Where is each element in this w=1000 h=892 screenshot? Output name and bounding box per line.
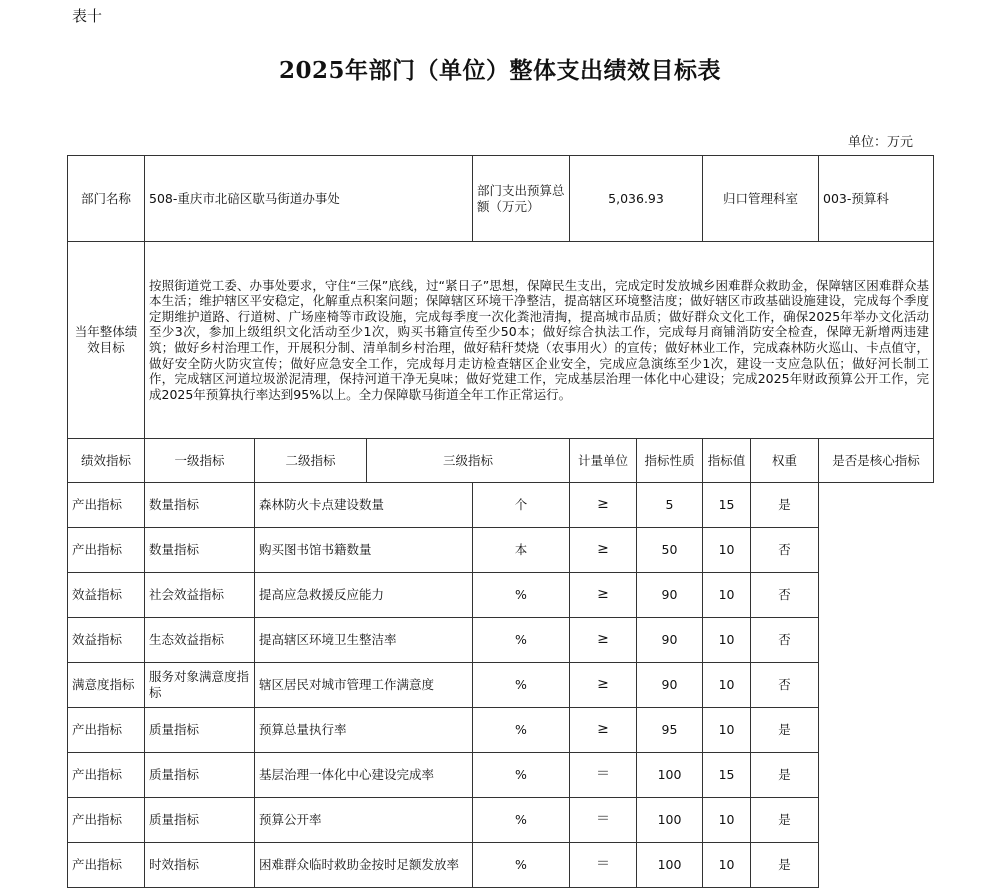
goal-label: 当年整体绩效目标 (68, 242, 145, 439)
cell-weight: 10 (703, 663, 751, 708)
cell-core: 是 (751, 798, 819, 843)
cell-nature: ≥ (570, 663, 637, 708)
dept-info-row (68, 156, 934, 242)
table-row (68, 483, 934, 528)
table-row (68, 528, 934, 573)
cell-weight: 10 (703, 708, 751, 753)
cell-value: 100 (637, 753, 703, 798)
cell-value: 90 (637, 618, 703, 663)
cell-level1: 产出指标 (68, 843, 145, 888)
cell-unit: % (473, 753, 570, 798)
dept-name-label: 部门名称 (68, 156, 145, 242)
cell-unit: % (473, 708, 570, 753)
cell-value: 100 (637, 798, 703, 843)
header-level1: 一级指标 (145, 439, 255, 483)
cell-value: 5 (637, 483, 703, 528)
cell-nature: ≥ (570, 573, 637, 618)
cell-level1: 效益指标 (68, 618, 145, 663)
cell-nature: ＝ (570, 753, 637, 798)
office-label: 归口管理科室 (703, 156, 819, 242)
budget-label: 部门支出预算总额（万元） (473, 156, 570, 242)
header-core: 是否是核心指标 (819, 439, 934, 483)
table-row (68, 798, 934, 843)
cell-level3: 森林防火卡点建设数量 (255, 483, 473, 528)
table-number-label: 表十 (72, 7, 103, 25)
cell-unit: 个 (473, 483, 570, 528)
cell-core: 否 (751, 663, 819, 708)
cell-weight: 10 (703, 843, 751, 888)
cell-level3: 基层治理一体化中心建设完成率 (255, 753, 473, 798)
cell-level3: 购买图书馆书籍数量 (255, 528, 473, 573)
table-row (68, 663, 934, 708)
cell-value: 90 (637, 663, 703, 708)
cell-value: 50 (637, 528, 703, 573)
cell-unit: % (473, 843, 570, 888)
cell-level1: 满意度指标 (68, 663, 145, 708)
cell-level3: 辖区居民对城市管理工作满意度 (255, 663, 473, 708)
header-weight: 权重 (751, 439, 819, 483)
cell-nature: ≥ (570, 618, 637, 663)
cell-nature: ＝ (570, 798, 637, 843)
goal-row (68, 242, 934, 439)
table-row (68, 618, 934, 663)
cell-level1: 产出指标 (68, 528, 145, 573)
cell-core: 是 (751, 843, 819, 888)
cell-value: 90 (637, 573, 703, 618)
cell-weight: 10 (703, 573, 751, 618)
table-row (68, 753, 934, 798)
cell-level1: 产出指标 (68, 483, 145, 528)
cell-level2: 质量指标 (145, 708, 255, 753)
cell-level1: 产出指标 (68, 798, 145, 843)
cell-level2: 生态效益指标 (145, 618, 255, 663)
cell-unit: % (473, 663, 570, 708)
cell-unit: % (473, 618, 570, 663)
cell-level3: 困难群众临时救助金按时足额发放率 (255, 843, 473, 888)
cell-core: 否 (751, 573, 819, 618)
cell-nature: ≥ (570, 708, 637, 753)
cell-core: 是 (751, 753, 819, 798)
header-level3: 三级指标 (367, 439, 570, 483)
cell-level3: 预算总量执行率 (255, 708, 473, 753)
cell-value: 95 (637, 708, 703, 753)
cell-weight: 15 (703, 753, 751, 798)
table-row (68, 708, 934, 753)
cell-nature: ≥ (570, 483, 637, 528)
header-nature: 指标性质 (637, 439, 703, 483)
cell-level2: 时效指标 (145, 843, 255, 888)
dept-name-value: 508-重庆市北碚区歇马街道办事处 (145, 156, 473, 242)
table-row (68, 573, 934, 618)
cell-weight: 10 (703, 798, 751, 843)
budget-value: 5,036.93 (570, 156, 703, 242)
performance-table (67, 155, 934, 888)
office-value: 003-预算科 (819, 156, 934, 242)
cell-nature: ＝ (570, 843, 637, 888)
cell-unit: % (473, 798, 570, 843)
cell-value: 100 (637, 843, 703, 888)
cell-unit: % (473, 573, 570, 618)
cell-unit: 本 (473, 528, 570, 573)
header-unit: 计量单位 (570, 439, 637, 483)
indicator-section-label: 绩效指标 (68, 439, 145, 483)
cell-level1: 产出指标 (68, 753, 145, 798)
table-row (68, 843, 934, 888)
cell-level2: 社会效益指标 (145, 573, 255, 618)
cell-level2: 质量指标 (145, 798, 255, 843)
cell-level3: 提高辖区环境卫生整洁率 (255, 618, 473, 663)
cell-nature: ≥ (570, 528, 637, 573)
cell-core: 否 (751, 618, 819, 663)
unit-label: 单位：万元 (848, 135, 914, 150)
cell-weight: 10 (703, 618, 751, 663)
cell-level2: 数量指标 (145, 483, 255, 528)
cell-level3: 提高应急救援反应能力 (255, 573, 473, 618)
cell-core: 是 (751, 483, 819, 528)
cell-weight: 10 (703, 528, 751, 573)
cell-level2: 质量指标 (145, 753, 255, 798)
cell-level3: 预算公开率 (255, 798, 473, 843)
page-title: 2025年部门（单位）整体支出绩效目标表 (278, 57, 721, 84)
cell-core: 否 (751, 528, 819, 573)
indicator-header-row (68, 439, 934, 483)
goal-text: 按照街道党工委、办事处要求，守住“三保”底线，过“紧日子”思想，保障民生支出，完成定时发放城乡困难群众救助金，保障辖区困难群众基本生活；维护辖区平安稳定，化解重点积案问题；保障辖区环境干净整洁，提高辖区环境整洁度；做好辖区市政基础设施建设，完成每个季度定期维护道路、行道树、广场座椅等市政设施，完成每季度一次化粪池清掏，提高城市品质；做好群众文化工作，确保2025年举办文化活动至少3次，参加上级组织文化活动至少1次，购买书籍宣传至少50本；做好综合执法工作，完成每月商铺消防安全检查，保障无新增两违建筑；做好乡村治理工作，开展积分制、清单制乡村治理，做好秸秆焚烧（农事用火）的宣传；做好林业工作，完成森林防火巡山、卡点值守，做好安全防火防灾宣传；做好应急安全工作，完成每月走访检查辖区企业安全，完成应急演练至少1次，建设一支应急队伍；做好河长制工作，完成辖区河道垃圾淤泥清理，保持河道干净无臭味；做好党建工作，完成基层治理一体化中心建设；完成2025年财政预算公开工作，完成2025年预算执行率达到95%以上。全力保障歇马街道全年工作正常运行。 (145, 242, 934, 439)
cell-level2: 数量指标 (145, 528, 255, 573)
cell-level1: 产出指标 (68, 708, 145, 753)
cell-level1: 效益指标 (68, 573, 145, 618)
cell-level2: 服务对象满意度指标 (145, 663, 255, 708)
header-value: 指标值 (703, 439, 751, 483)
cell-core: 是 (751, 708, 819, 753)
header-level2: 二级指标 (255, 439, 367, 483)
cell-weight: 15 (703, 483, 751, 528)
